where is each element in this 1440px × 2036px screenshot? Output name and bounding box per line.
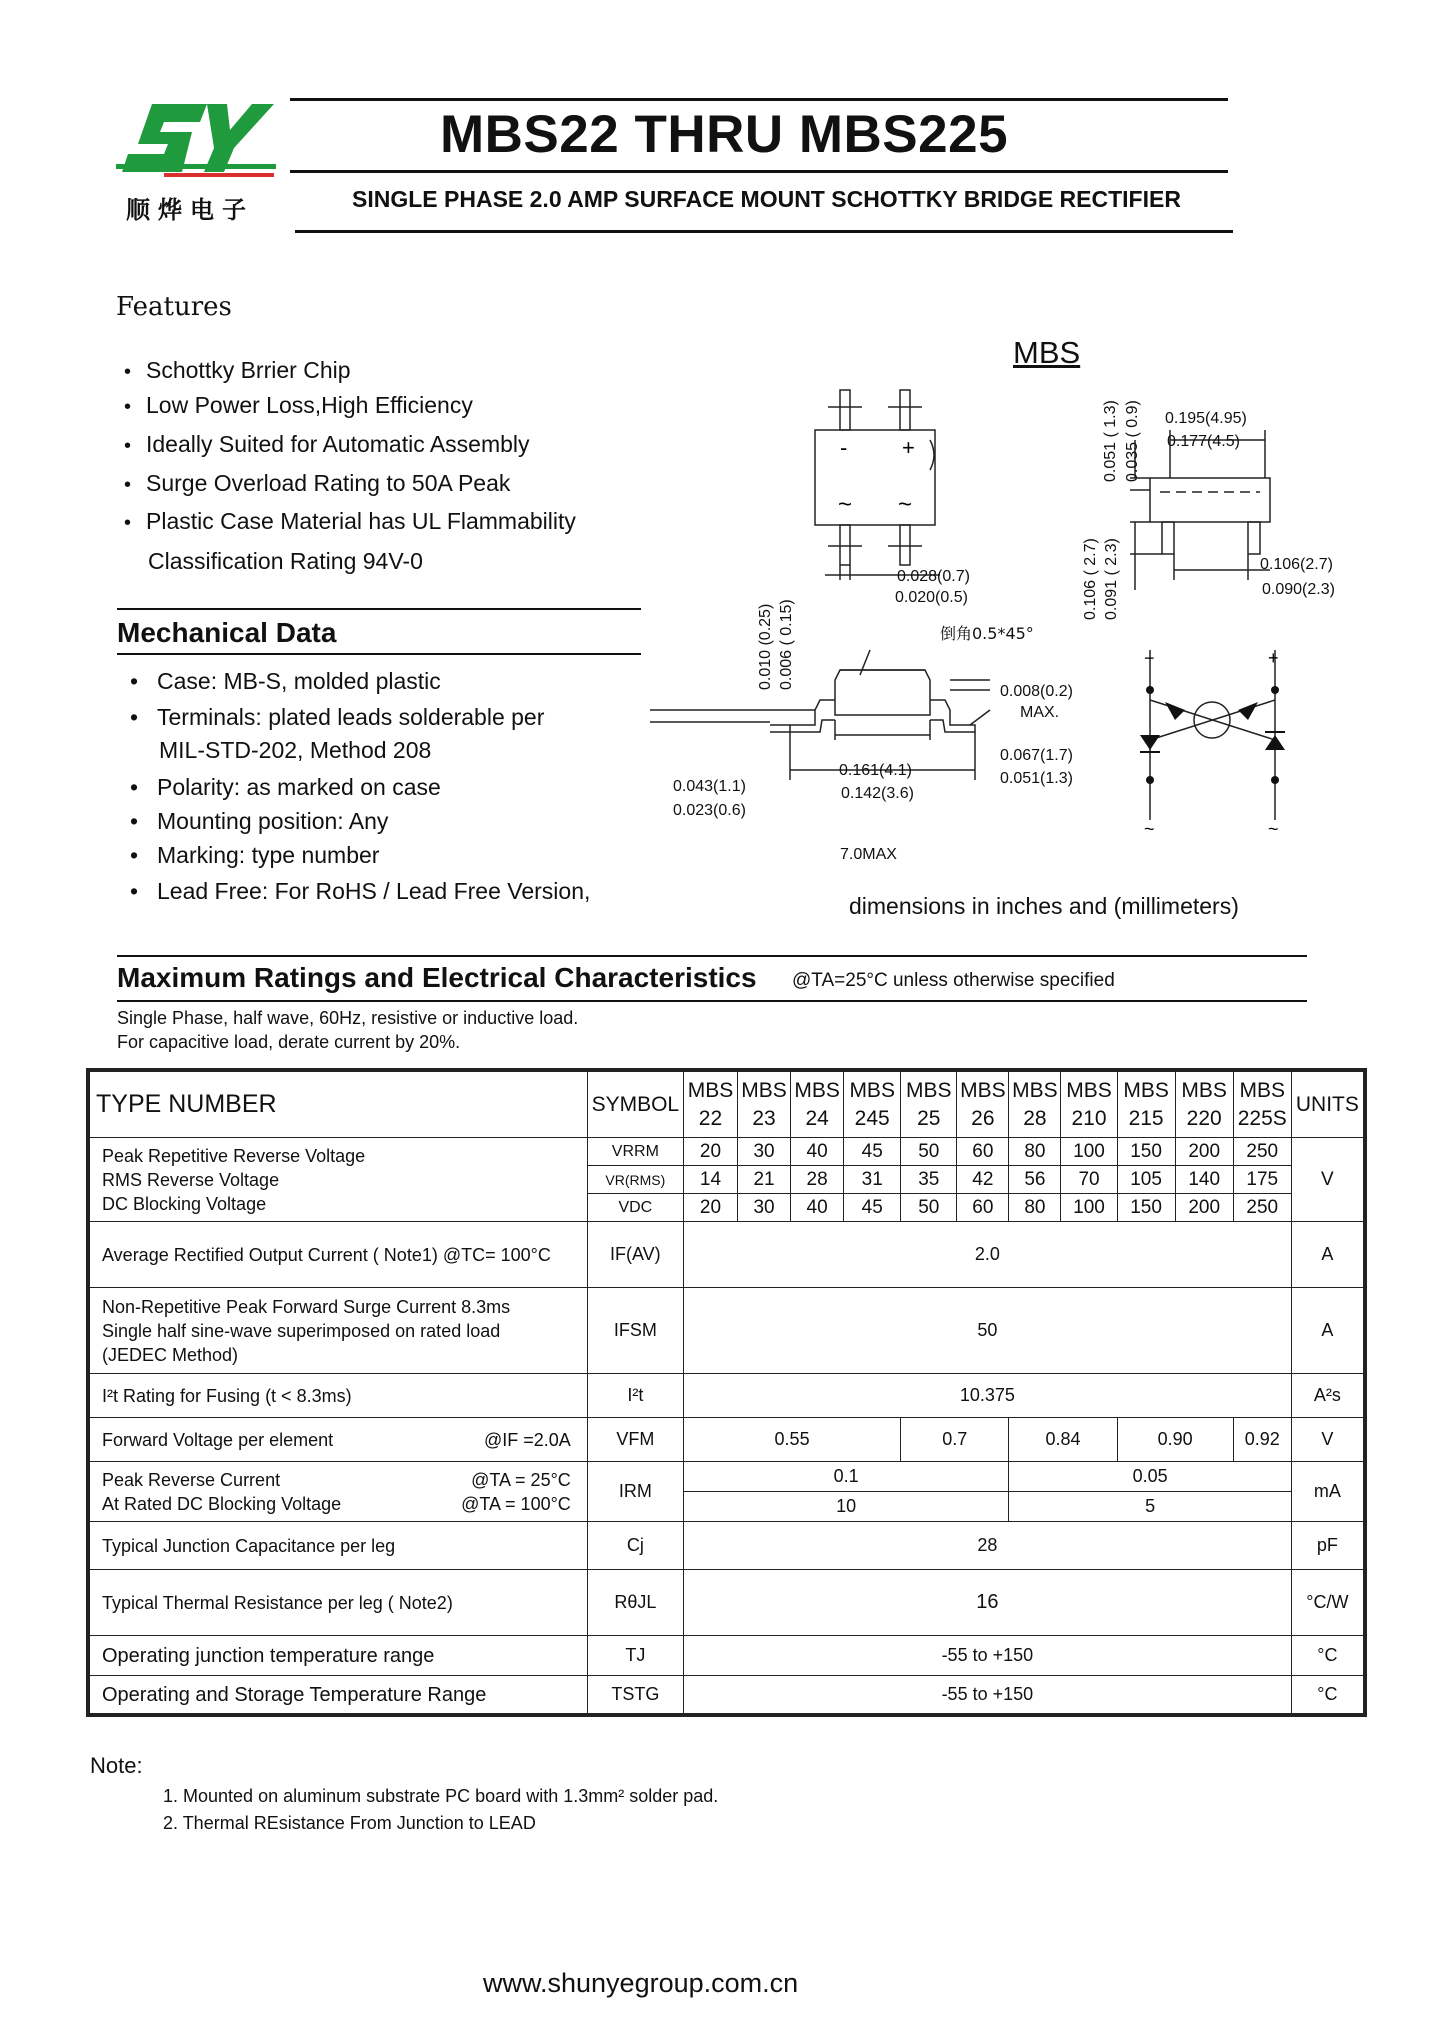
unit-cell: A²s xyxy=(1291,1374,1363,1418)
value-cell: 50 xyxy=(683,1288,1291,1374)
value-cell: 20 xyxy=(683,1194,737,1222)
symbol-header: SYMBOL xyxy=(587,1072,683,1138)
svg-text:-: - xyxy=(840,435,848,460)
value-cell: 30 xyxy=(738,1194,791,1222)
mech-rule-bottom xyxy=(117,653,641,655)
notes-heading: Note: xyxy=(90,1753,143,1778)
value-cell: 56 xyxy=(1009,1166,1061,1194)
mech-item: • Mounting position: Any xyxy=(130,808,389,834)
value-cell: 60 xyxy=(957,1138,1009,1166)
svg-text:+: + xyxy=(902,435,915,460)
symbol-cell: VFM xyxy=(587,1418,683,1462)
page-subtitle: SINGLE PHASE 2.0 AMP SURFACE MOUNT SCHOTTKY BRIDGE RECTIFIER xyxy=(352,186,1181,212)
value-cell: 200 xyxy=(1175,1138,1233,1166)
symbol-cell: VR(RMS) xyxy=(587,1166,683,1194)
value-cell: 150 xyxy=(1117,1194,1175,1222)
value-cell: 105 xyxy=(1117,1166,1175,1194)
condition-line: Single Phase, half wave, 60Hz, resistive or inductive load. xyxy=(117,1008,579,1028)
svg-text:−: − xyxy=(1144,648,1155,668)
table-row xyxy=(90,1418,1364,1462)
mech-item: • Case: MB-S, molded plastic xyxy=(130,668,441,694)
model-header: MBS 22 xyxy=(683,1072,737,1138)
svg-text:顺烨电子: 顺烨电子 xyxy=(126,196,254,224)
value-cell: 250 xyxy=(1233,1138,1291,1166)
ratings-table xyxy=(86,1068,1367,1717)
header-rule-mid xyxy=(290,170,1228,173)
table-row xyxy=(90,1374,1364,1418)
unit-cell: V xyxy=(1291,1418,1363,1462)
model-header: MBS 23 xyxy=(738,1072,791,1138)
dim-label: 0.106 ( 2.7) xyxy=(1082,538,1099,620)
footer-url[interactable]: www.shunyegroup.com.cn xyxy=(483,1968,799,1998)
symbol-cell: IF(AV) xyxy=(587,1222,683,1288)
value-cell: 200 xyxy=(1175,1194,1233,1222)
ratings-heading: Maximum Ratings and Electrical Characteristics xyxy=(117,962,757,993)
symbol-cell: VDC xyxy=(587,1194,683,1222)
value-cell: -55 to +150 xyxy=(683,1676,1291,1714)
dim-label: 0.106(2.7) xyxy=(1260,556,1333,573)
note-item: 1. Mounted on aluminum substrate PC board with 1.3mm² solder pad. xyxy=(163,1786,719,1806)
value-cell: 30 xyxy=(738,1138,791,1166)
dim-label: 0.043(1.1) xyxy=(673,778,746,795)
dim-label: 0.010 (0.25) xyxy=(757,603,774,690)
svg-text:~: ~ xyxy=(898,491,913,518)
mech-item: MIL-STD-202, Method 208 xyxy=(159,737,432,763)
symbol-cell: RθJL xyxy=(587,1570,683,1636)
mech-item: • Terminals: plated leads solderable per xyxy=(130,704,545,730)
value-cell: 60 xyxy=(957,1194,1009,1222)
table-row xyxy=(90,1288,1364,1374)
company-logo xyxy=(112,100,282,235)
value-cell: 150 xyxy=(1117,1138,1175,1166)
dim-label: 0.142(3.6) xyxy=(841,785,914,802)
dim-label: 0.161(4.1) xyxy=(839,762,912,779)
value-cell: 50 xyxy=(901,1194,957,1222)
mech-item: • Marking: type number xyxy=(130,842,380,868)
svg-text:~: ~ xyxy=(838,491,853,518)
dim-label: 0.023(0.6) xyxy=(673,802,746,819)
dim-label: 0.008(0.2) xyxy=(1000,683,1073,700)
dim-label: 0.177(4.5) xyxy=(1167,433,1240,450)
mech-item: • Lead Free: For RoHS / Lead Free Version, xyxy=(130,878,591,904)
package-label: MBS xyxy=(1013,335,1081,370)
symbol-cell: TJ xyxy=(587,1636,683,1676)
symbol-cell: IRM xyxy=(587,1462,683,1522)
units-header: UNITS xyxy=(1291,1072,1363,1138)
value-cell: 10 xyxy=(683,1492,1008,1522)
value-cell: 0.92 xyxy=(1233,1418,1291,1462)
voltage-labels: Peak Repetitive Reverse Voltage RMS Reverse Voltage DC Blocking Voltage xyxy=(90,1138,588,1222)
model-header: MBS 210 xyxy=(1061,1072,1117,1138)
table-row xyxy=(90,1676,1364,1714)
value-cell: 2.0 xyxy=(683,1222,1291,1288)
ratings-condition: @TA=25°C unless otherwise specified xyxy=(792,970,1115,991)
dim-label: 0.195(4.95) xyxy=(1165,410,1247,427)
page-title: MBS22 THRU MBS225 xyxy=(440,105,1009,164)
feature-item: • Schottky Brrier Chip xyxy=(124,357,351,383)
table-row xyxy=(90,1138,1364,1166)
unit-cell: V xyxy=(1291,1138,1363,1222)
unit-cell: °C/W xyxy=(1291,1570,1363,1636)
dim-label: 0.028(0.7) xyxy=(897,568,970,585)
value-cell: 20 xyxy=(683,1138,737,1166)
value-cell: 28 xyxy=(791,1166,844,1194)
mech-item: • Polarity: as marked on case xyxy=(130,774,441,800)
dimensions-note: dimensions in inches and (millimeters) xyxy=(849,893,1239,919)
svg-text:+: + xyxy=(1268,648,1279,668)
value-cell: 50 xyxy=(901,1138,957,1166)
feature-item: Classification Rating 94V-0 xyxy=(148,548,423,574)
value-cell: 45 xyxy=(844,1194,901,1222)
param-label: Typical Thermal Resistance per leg ( Note2) xyxy=(90,1570,588,1636)
dim-label: 0.091 ( 2.3) xyxy=(1103,538,1120,620)
svg-text:~: ~ xyxy=(1268,819,1279,839)
param-label: Average Rectified Output Current ( Note1) @TC= 100°C xyxy=(90,1222,588,1288)
value-cell: 70 xyxy=(1061,1166,1117,1194)
dim-label: 7.0MAX xyxy=(840,846,897,863)
param-label: Forward Voltage per element @IF =2.0A xyxy=(90,1418,588,1462)
header-rule-top xyxy=(290,98,1228,101)
value-cell: 80 xyxy=(1009,1138,1061,1166)
dim-label: 0.035 ( 0.9) xyxy=(1124,400,1141,482)
param-label: Non-Repetitive Peak Forward Surge Current 8.3ms Single half sine-wave superimposed on rated load (JEDEC Method) xyxy=(90,1288,588,1374)
feature-item: • Ideally Suited for Automatic Assembly xyxy=(124,431,530,457)
table-row xyxy=(90,1636,1364,1676)
param-label: Operating and Storage Temperature Range xyxy=(90,1676,588,1714)
unit-cell: A xyxy=(1291,1222,1363,1288)
header-rule-bottom xyxy=(295,230,1233,233)
symbol-cell: VRRM xyxy=(587,1138,683,1166)
param-label: I²t Rating for Fusing (t < 8.3ms) xyxy=(90,1374,588,1418)
value-cell: 0.7 xyxy=(901,1418,1009,1462)
value-cell: 28 xyxy=(683,1522,1291,1570)
value-cell: 100 xyxy=(1061,1138,1117,1166)
table-row xyxy=(90,1462,1364,1492)
value-cell: 140 xyxy=(1175,1166,1233,1194)
value-cell: 40 xyxy=(791,1138,844,1166)
value-cell: 35 xyxy=(901,1166,957,1194)
model-header: MBS 220 xyxy=(1175,1072,1233,1138)
ratings-rule-top xyxy=(117,955,1307,957)
value-cell: 175 xyxy=(1233,1166,1291,1194)
symbol-cell: TSTG xyxy=(587,1676,683,1714)
value-cell: 45 xyxy=(844,1138,901,1166)
value-cell: -55 to +150 xyxy=(683,1636,1291,1676)
dim-label: 倒角0.5*45° xyxy=(940,624,1034,643)
table-header-row xyxy=(90,1072,1364,1138)
unit-cell: °C xyxy=(1291,1676,1363,1714)
symbol-cell: Cj xyxy=(587,1522,683,1570)
model-header: MBS 25 xyxy=(901,1072,957,1138)
param-label: Peak Reverse Current @TA = 25°C At Rated DC Blocking Voltage @TA = 100°C xyxy=(90,1462,588,1522)
symbol-cell: IFSM xyxy=(587,1288,683,1374)
unit-cell: °C xyxy=(1291,1636,1363,1676)
model-header: MBS 24 xyxy=(791,1072,844,1138)
value-cell: 0.05 xyxy=(1009,1462,1291,1492)
value-cell: 10.375 xyxy=(683,1374,1291,1418)
param-label: Operating junction temperature range xyxy=(90,1636,588,1676)
unit-cell: mA xyxy=(1291,1462,1363,1522)
value-cell: 100 xyxy=(1061,1194,1117,1222)
model-header: MBS 28 xyxy=(1009,1072,1061,1138)
value-cell: 21 xyxy=(738,1166,791,1194)
model-header: MBS 245 xyxy=(844,1072,901,1138)
type-number-header: TYPE NUMBER xyxy=(90,1072,588,1138)
feature-item: • Plastic Case Material has UL Flammability xyxy=(124,508,576,534)
feature-item: • Low Power Loss,High Efficiency xyxy=(124,392,473,418)
value-cell: 5 xyxy=(1009,1492,1291,1522)
value-cell: 0.1 xyxy=(683,1462,1008,1492)
value-cell: 31 xyxy=(844,1166,901,1194)
dim-label: 0.051 ( 1.3) xyxy=(1102,400,1119,482)
dim-label: 0.067(1.7) xyxy=(1000,747,1073,764)
svg-text:~: ~ xyxy=(1144,819,1155,839)
table-row xyxy=(90,1570,1364,1636)
unit-cell: pF xyxy=(1291,1522,1363,1570)
table-row xyxy=(90,1522,1364,1570)
dim-label: MAX. xyxy=(1020,704,1060,721)
dim-label: 0.020(0.5) xyxy=(895,589,968,606)
dim-label: 0.006 ( 0.15) xyxy=(778,599,795,690)
value-cell: 250 xyxy=(1233,1194,1291,1222)
dim-label: 0.051(1.3) xyxy=(1000,770,1073,787)
condition-line: For capacitive load, derate current by 20%. xyxy=(117,1032,461,1052)
value-cell: 80 xyxy=(1009,1194,1061,1222)
value-cell: 42 xyxy=(957,1166,1009,1194)
mechanical-heading: Mechanical Data xyxy=(117,617,337,648)
model-header: MBS 225S xyxy=(1233,1072,1291,1138)
value-cell: 0.90 xyxy=(1117,1418,1233,1462)
model-header: MBS 26 xyxy=(957,1072,1009,1138)
note-item: 2. Thermal REsistance From Junction to LEAD xyxy=(163,1813,536,1833)
model-header: MBS 215 xyxy=(1117,1072,1175,1138)
dim-label: 0.090(2.3) xyxy=(1262,581,1335,598)
mech-rule-top xyxy=(117,608,641,610)
value-cell: 40 xyxy=(791,1194,844,1222)
value-cell: 0.55 xyxy=(683,1418,900,1462)
param-label: Typical Junction Capacitance per leg xyxy=(90,1522,588,1570)
table-row xyxy=(90,1222,1364,1288)
value-cell: 14 xyxy=(683,1166,737,1194)
value-cell: 16 xyxy=(683,1570,1291,1636)
features-heading: Features xyxy=(116,292,232,322)
ratings-rule-bottom xyxy=(117,1000,1307,1002)
feature-item: • Surge Overload Rating to 50A Peak xyxy=(124,470,511,496)
unit-cell: A xyxy=(1291,1288,1363,1374)
symbol-cell: I²t xyxy=(587,1374,683,1418)
value-cell: 0.84 xyxy=(1009,1418,1117,1462)
